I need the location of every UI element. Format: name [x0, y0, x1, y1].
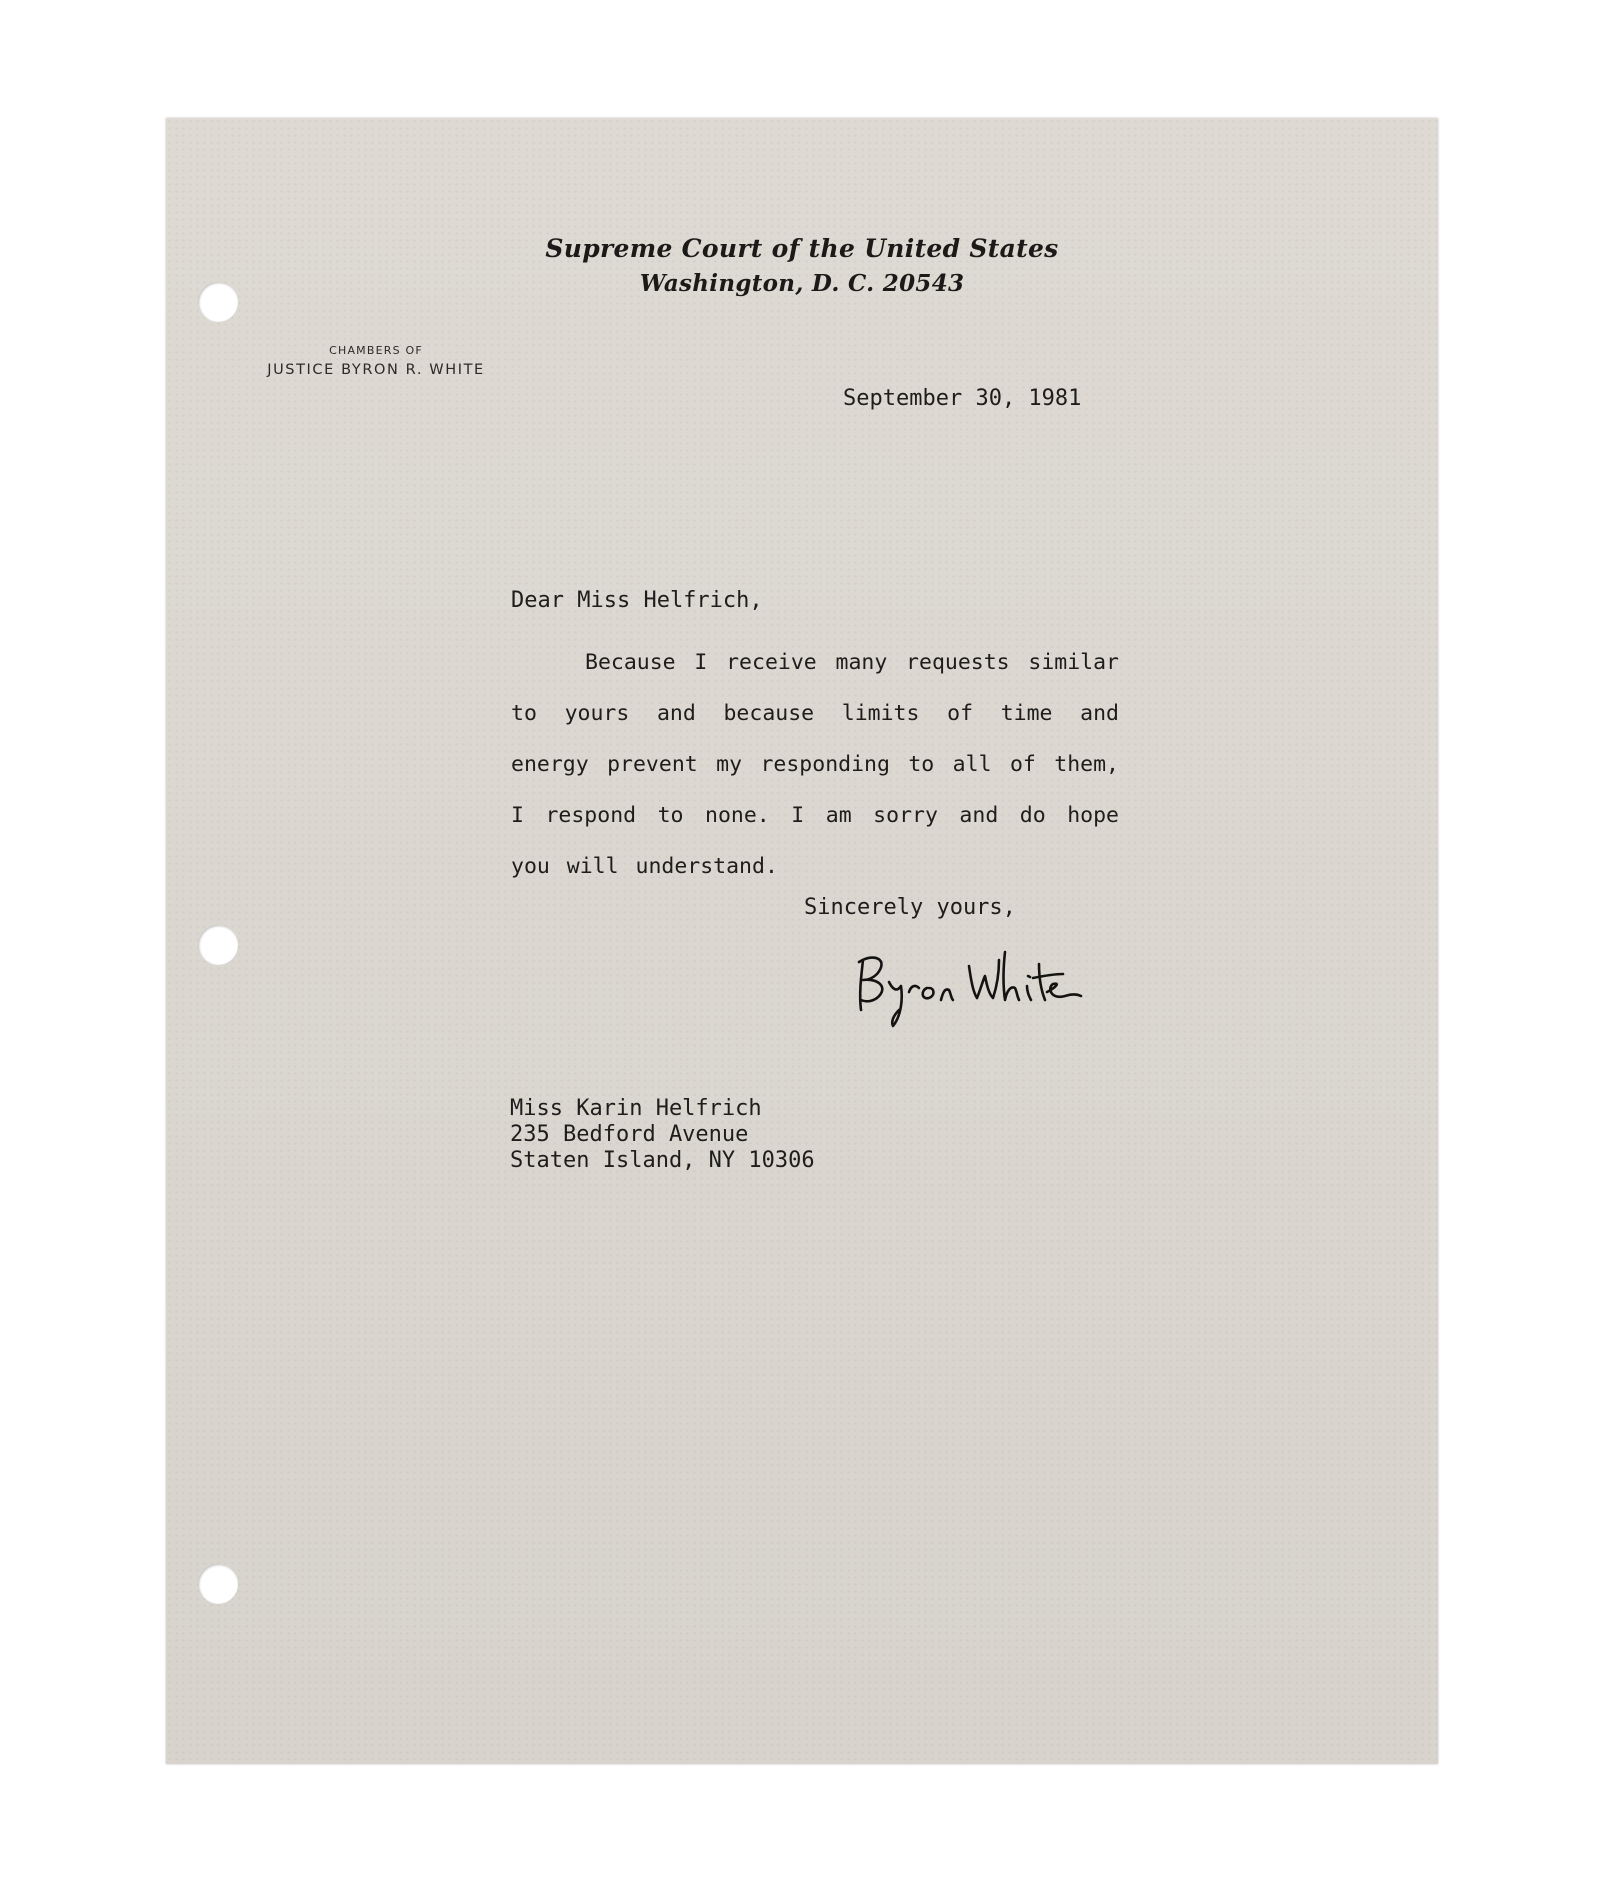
recipient-address [510, 1096, 815, 1174]
chambers-justice-name: JUSTICE BYRON R. WHITE [267, 362, 485, 378]
recipient-name: Miss Karin Helfrich [510, 1096, 762, 1121]
letter-body: Because I receive many requests similar to yours and because limits of time and energy prevent my responding to all of them, I respond to none. I am sorry and do hope you will understand. [511, 650, 1119, 879]
letter-page [166, 118, 1438, 1764]
recipient-street: 235 Bedford Avenue [510, 1122, 749, 1147]
letterhead-address: Washington, D. C. 20543 [639, 270, 965, 297]
recipient-city: Staten Island, NY 10306 [510, 1148, 815, 1173]
chambers-label: CHAMBERS OF [329, 344, 423, 357]
signature-image [849, 930, 1089, 1030]
letter-salutation: Dear Miss Helfrich, [511, 588, 763, 613]
punch-hole-bottom [198, 1564, 238, 1604]
punch-hole-middle [198, 925, 238, 965]
letterhead-court-name: Supreme Court of the United States [545, 234, 1059, 263]
letter-closing: Sincerely yours, [804, 895, 1016, 920]
letter-date: September 30, 1981 [843, 386, 1082, 411]
